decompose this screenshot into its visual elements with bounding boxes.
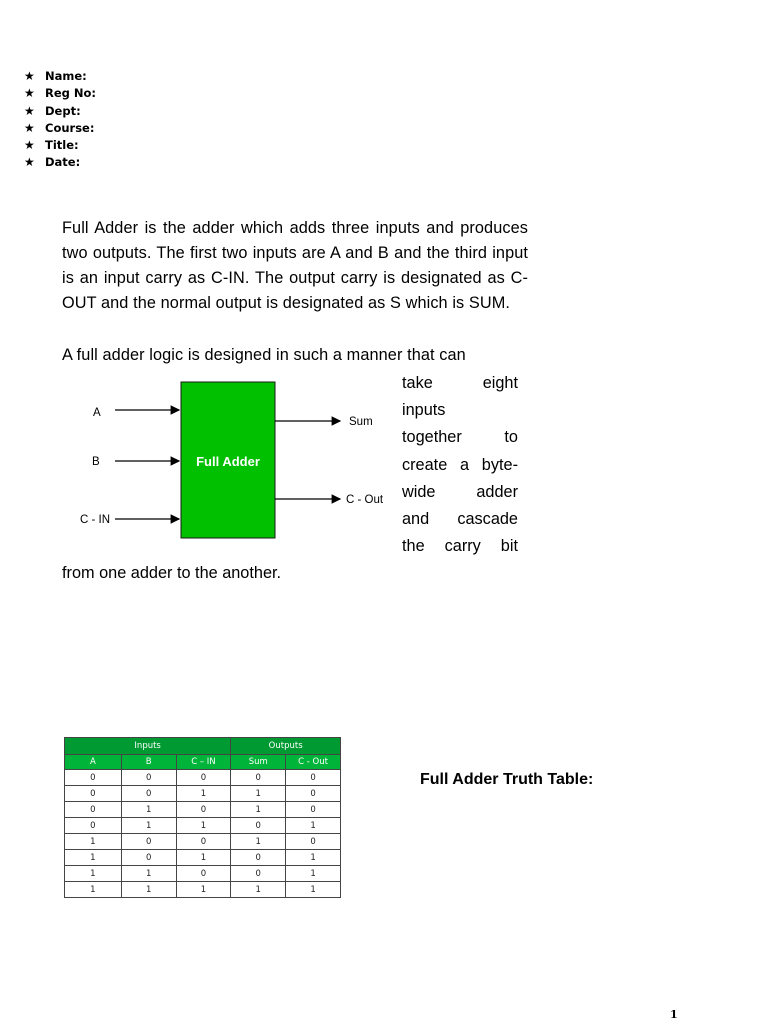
- table-row: [65, 818, 341, 834]
- header-field-label: Name:: [45, 69, 87, 83]
- table-cell: 1: [176, 850, 231, 866]
- table-row: [65, 770, 341, 786]
- header-field-label: Course:: [45, 120, 95, 135]
- table-cell: 1: [176, 818, 231, 834]
- table-cell: 1: [65, 834, 122, 850]
- truth-table-group-header-row: [65, 738, 341, 755]
- star-icon: ★: [24, 69, 35, 83]
- table-row: [65, 786, 341, 802]
- table-cell: 0: [231, 866, 286, 882]
- star-icon: ★: [24, 138, 35, 153]
- inputs-group-header: Inputs: [65, 738, 231, 755]
- star-icon: ★: [24, 155, 35, 170]
- header-field-title: [24, 137, 96, 154]
- table-cell: 0: [286, 770, 341, 786]
- wrapped-line: together to: [402, 428, 518, 447]
- table-cell: 0: [65, 818, 122, 834]
- header-field-reg-no: [24, 85, 96, 102]
- star-icon: ★: [24, 103, 35, 118]
- table-cell: 0: [121, 770, 176, 786]
- column-header: C – IN: [176, 755, 231, 770]
- wrapped-line: take eight: [402, 374, 518, 392]
- table-cell: 0: [176, 866, 231, 882]
- table-cell: 0: [286, 802, 341, 818]
- table-cell: 0: [176, 770, 231, 786]
- table-cell: 0: [231, 770, 286, 786]
- table-cell: 0: [286, 786, 341, 802]
- star-icon: ★: [24, 86, 35, 101]
- truth-table: [64, 737, 341, 898]
- table-cell: 1: [176, 882, 231, 898]
- table-cell: 1: [121, 882, 176, 898]
- table-cell: 1: [121, 802, 176, 818]
- table-cell: 1: [286, 818, 341, 834]
- column-header: A: [65, 755, 122, 770]
- table-cell: 1: [121, 866, 176, 882]
- table-cell: 1: [231, 786, 286, 802]
- input-cin-label: C - IN: [80, 514, 111, 526]
- table-cell: 1: [286, 882, 341, 898]
- column-header: B: [121, 755, 176, 770]
- logic-paragraph-last-line: from one adder to the another.: [62, 564, 282, 582]
- table-cell: 0: [65, 802, 122, 818]
- header-field-dept: [24, 103, 96, 120]
- output-cout-label: C - Out: [346, 494, 384, 506]
- header-fields-list: [24, 68, 96, 172]
- table-cell: 0: [286, 834, 341, 850]
- table-row: [65, 850, 341, 866]
- table-cell: 1: [176, 786, 231, 802]
- table-row: [65, 866, 341, 882]
- table-cell: 0: [231, 818, 286, 834]
- truth-table-title: Full Adder Truth Table:: [420, 771, 594, 788]
- truth-table-column-header-row: [65, 755, 341, 770]
- table-cell: 0: [121, 786, 176, 802]
- input-b-label: B: [92, 456, 100, 468]
- output-sum-label: Sum: [349, 416, 373, 428]
- header-field-course: [24, 120, 96, 137]
- full-adder-diagram: [70, 375, 390, 550]
- table-cell: 0: [176, 834, 231, 850]
- table-cell: 1: [65, 850, 122, 866]
- wrapped-line: create a byte-: [402, 455, 518, 474]
- wrapped-line: the carry bit: [402, 537, 518, 556]
- table-cell: 1: [231, 882, 286, 898]
- table-cell: 1: [65, 882, 122, 898]
- table-cell: 1: [231, 834, 286, 850]
- table-cell: 0: [231, 850, 286, 866]
- table-cell: 1: [65, 866, 122, 882]
- logic-paragraph-wrapped-column: [402, 370, 518, 560]
- table-row: [65, 834, 341, 850]
- table-row: [65, 802, 341, 818]
- table-cell: 0: [176, 802, 231, 818]
- wrapped-line: inputs: [402, 401, 446, 420]
- star-icon: ★: [24, 120, 35, 135]
- logic-paragraph-first-line: A full adder logic is designed in such a manner that can: [62, 346, 466, 364]
- table-cell: 1: [286, 850, 341, 866]
- table-cell: 1: [286, 866, 341, 882]
- outputs-group-header: Outputs: [231, 738, 341, 755]
- table-cell: 1: [231, 802, 286, 818]
- input-a-label: A: [93, 407, 101, 419]
- table-cell: 0: [65, 786, 122, 802]
- header-field-label: Reg No:: [45, 86, 97, 101]
- table-cell: 0: [121, 850, 176, 866]
- column-header: Sum: [231, 755, 286, 770]
- header-field-date: [24, 154, 96, 171]
- table-row: [65, 882, 341, 898]
- header-field-label: Date:: [45, 155, 81, 170]
- page-number: 1: [670, 1008, 678, 1021]
- wrapped-line: wide adder: [402, 482, 518, 501]
- wrapped-line: and cascade: [402, 509, 518, 528]
- table-cell: 0: [65, 770, 122, 786]
- table-cell: 0: [121, 834, 176, 850]
- full-adder-block-label: Full Adder: [196, 454, 260, 469]
- intro-paragraph: Full Adder is the adder which adds three inputs and produces two outputs. The first two inputs are A and B and the third input is an input carry as C-IN. The output carry is designated as C-OUT and the normal output is designated as S which is SUM.: [62, 219, 528, 312]
- column-header: C - Out: [286, 755, 341, 770]
- header-field-label: Dept:: [45, 103, 81, 118]
- header-field-label: Title:: [45, 138, 79, 153]
- header-field-name: [24, 68, 96, 85]
- table-cell: 1: [121, 818, 176, 834]
